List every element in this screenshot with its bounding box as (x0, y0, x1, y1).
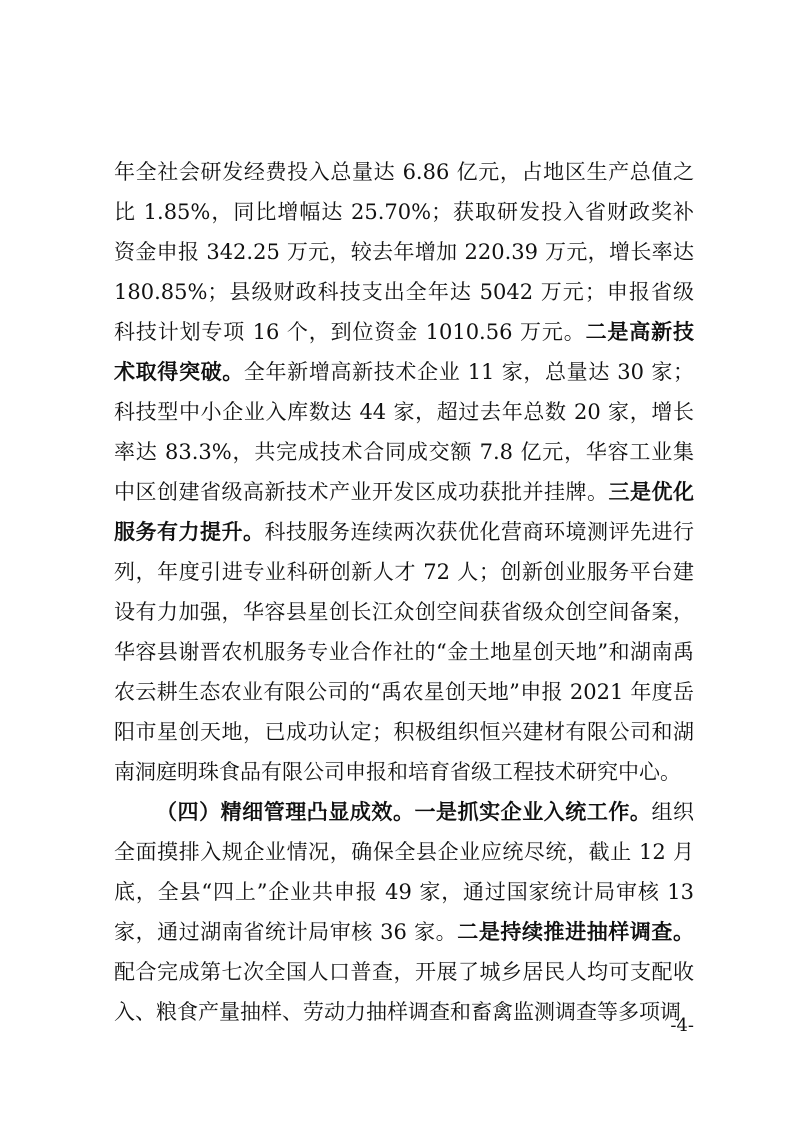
bold-heading-segment: （四）精细管理凸显成效。一是抓实企业入统工作。 (156, 799, 652, 824)
bold-heading-segment: 二是高新技术取得突破。 (114, 319, 695, 384)
bold-heading-segment: 三是优化服务有力提升。 (114, 479, 694, 544)
document-body (114, 152, 694, 1032)
paragraph-science-tech (114, 152, 694, 792)
text-segment: 配合完成第七次全国人口普查，开展了城乡居民人均可支配收入、粮食产量抽样、劳动力抽样调查和畜禽监测调查等多项调 (114, 960, 694, 1024)
text-segment: 全年新增高新技术企业 11 家，总量达 30 家；科技型中小企业入库数达 44 家，超过去年总数 20 家，增长率达 83.3%，共完成技术合同成交额 7.8 亿元，华容工业集中区创建省级高新技术产业开发区成功获批并挂牌。 (114, 360, 694, 504)
text-segment: 年全社会研发经费投入总量达 6.86 亿元，占地区生产总值之比 1.85%，同比增幅达 25.70%；获取研发投入省财政奖补资金申报 342.25 万元，较去年增加 220.39 万元，增长率达 180.85%；县级财政科技支出全年达 5042 万元；申报省级科技计划专项 16 个，到位资金 1010.56 万元。 (114, 160, 694, 344)
bold-heading-segment: 二是持续推进抽样调查。 (457, 919, 695, 944)
text-segment: 科技服务连续两次获优化营商环境测评先进行列，年度引进专业科研创新人才 72 人；创新创业服务平台建设有力加强，华容县星创长江众创空间获省级众创空间备案，华容县谢晋农机服务专业合作社的“金土地星创天地”和湖南禹农云耕生态农业有限公司的“禹农星创天地”申报 2021 年度岳阳市星创天地，已成功认定；积极组织恒兴建材有限公司和湖南洞庭明珠食品有限公司申报和培育省级工程技术研究中心。 (114, 520, 694, 784)
page-number: -4- (670, 1015, 694, 1036)
text-segment: 组织全面摸排入规企业情况，确保全县企业应统尽统，截止 12 月底，全县“四上”企业共申报 49 家，通过国家统计局审核 13 家，通过湖南省统计局审核 36 家。 (114, 800, 695, 944)
paragraph-fine-management (114, 792, 694, 1032)
